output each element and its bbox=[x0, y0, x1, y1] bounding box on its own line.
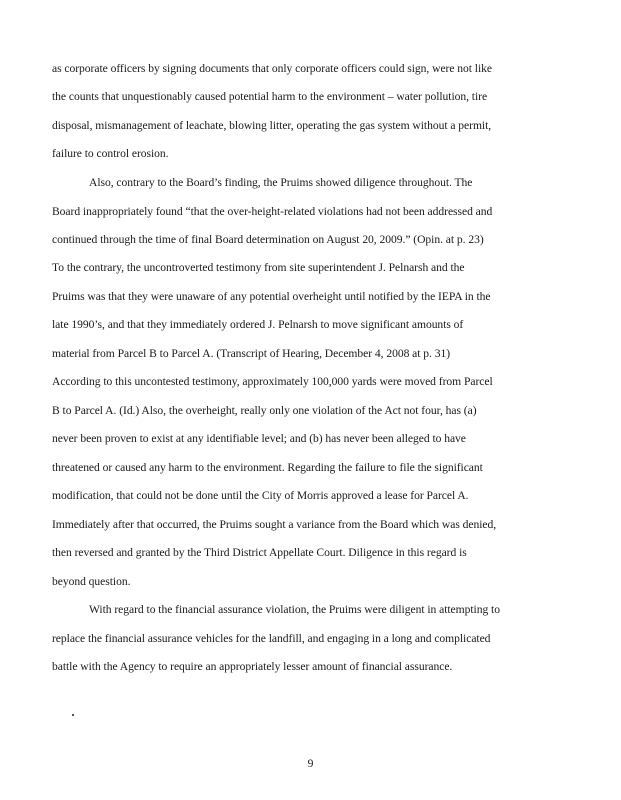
text-line: Pruims was that they were unaware of any potential overheight until notified by the IEPA in the bbox=[52, 290, 491, 303]
text-line: disposal, mismanagement of leachate, blowing litter, operating the gas system without a permit, bbox=[52, 119, 492, 132]
text-line: then reversed and granted by the Third District Appellate Court. Diligence in this regard is bbox=[52, 546, 467, 559]
text-line: Board inappropriately found “that the over-height-related violations had not been addressed and bbox=[52, 205, 493, 218]
text-line: Immediately after that occurred, the Pruims sought a variance from the Board which was denied, bbox=[52, 518, 497, 531]
text-line: B to Parcel A. (Id.) Also, the overheight, really only one violation of the Act not four, has (a) bbox=[52, 404, 477, 417]
text-line: continued through the time of final Board determination on August 20, 2009.” (Opin. at p. 23) bbox=[52, 233, 484, 246]
text-line: threatened or caused any harm to the environment. Regarding the failure to file the significant bbox=[52, 461, 483, 474]
text-line: To the contrary, the uncontroverted testimony from site superintendent J. Pelnarsh and the bbox=[52, 261, 465, 274]
text-line: late 1990’s, and that they immediately ordered J. Pelnarsh to move significant amounts of bbox=[52, 318, 464, 331]
text-line: modification, that could not be done until the City of Morris approved a lease for Parcel A. bbox=[52, 489, 469, 502]
text-line: beyond question. bbox=[52, 575, 131, 588]
paragraph-start: Also, contrary to the Board’s finding, the Pruims showed diligence throughout. The bbox=[89, 176, 473, 189]
scan-speck bbox=[72, 714, 74, 716]
page-number: 9 bbox=[307, 757, 314, 770]
text-line: as corporate officers by signing documents that only corporate officers could sign, were not like bbox=[52, 62, 492, 75]
text-line: never been proven to exist at any identifiable level; and (b) has never been alleged to have bbox=[52, 432, 466, 445]
paragraph-start: With regard to the financial assurance violation, the Pruims were diligent in attempting to bbox=[89, 603, 500, 616]
text-line: the counts that unquestionably caused potential harm to the environment – water pollution, tire bbox=[52, 90, 488, 103]
text-line: failure to control erosion. bbox=[52, 147, 169, 160]
text-line: battle with the Agency to require an appropriately lesser amount of financial assurance. bbox=[52, 660, 453, 673]
text-line: replace the financial assurance vehicles for the landfill, and engaging in a long and complicated bbox=[52, 632, 491, 645]
text-line: material from Parcel B to Parcel A. (Transcript of Hearing, December 4, 2008 at p. 31) bbox=[52, 347, 451, 360]
text-line: According to this uncontested testimony, approximately 100,000 yards were moved from Parcel bbox=[52, 375, 493, 388]
